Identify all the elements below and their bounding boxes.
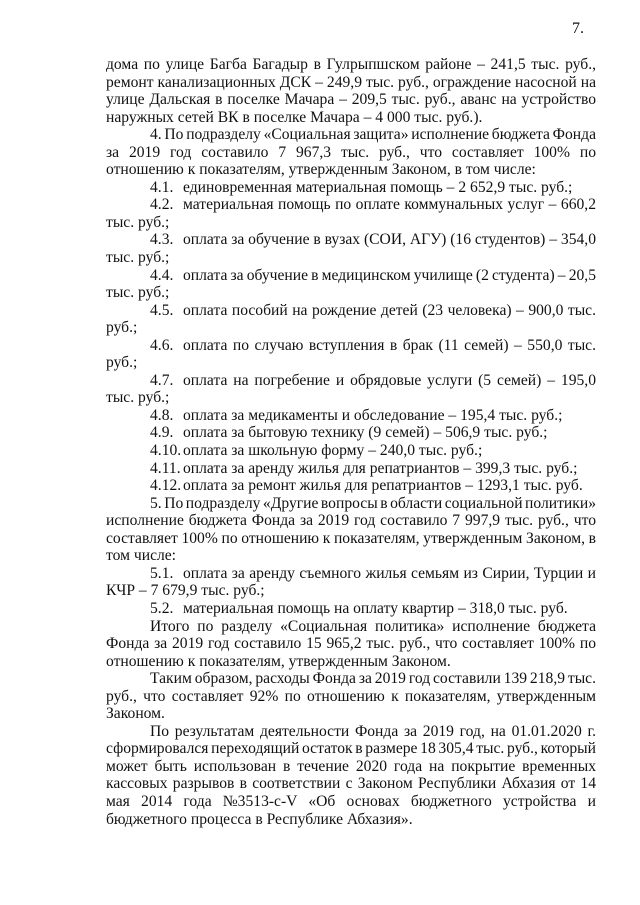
text-line (106, 775, 596, 793)
text-line (106, 302, 596, 320)
item-number: 4.9. (150, 424, 174, 442)
text-line (106, 214, 596, 232)
text-line (106, 126, 596, 144)
line-text: оплата за ремонт жилья для репатриантов – 1293,1 тыс. руб. (183, 477, 583, 495)
line-text: кассовых разрывов в соответствии с Законом Республики Абхазия от 14 (106, 775, 596, 793)
line-text: дома по улице Багба Багадыр в Гулрыпшском районе – 241,5 тыс. руб., (106, 56, 596, 73)
item-number: 4.3. (150, 231, 174, 249)
paragraph (106, 670, 596, 723)
text-line (106, 811, 596, 829)
list-item (106, 302, 596, 337)
text-line (106, 547, 596, 565)
text-line (106, 495, 596, 513)
item-number: 4.11. (150, 459, 181, 477)
line-text: может быть использован в течение 2020 года на покрытие временных (106, 757, 596, 775)
item-number: 4.4. (150, 266, 174, 284)
list-item (106, 267, 596, 302)
line-text: оплата за медикаменты и обследование – 195,4 тыс. руб.; (183, 406, 563, 424)
list-item (106, 231, 596, 266)
line-text: тыс. руб.; (106, 284, 170, 302)
line-text: оплата за обучение в медицинском училище (2 студента) – 20,5 (183, 266, 596, 284)
text-line (106, 740, 596, 758)
list-item (106, 196, 596, 231)
line-text: руб., что составляет 92% по отношению к показателям, утвержденным (106, 687, 596, 705)
line-text: единовременная материальная помощь – 2 652,9 тыс. руб.; (183, 178, 573, 196)
text-line (106, 688, 596, 706)
text-line (106, 600, 596, 618)
text-line (106, 389, 596, 407)
text-line (106, 161, 596, 179)
text-line (106, 635, 596, 653)
list-item (106, 372, 596, 407)
line-text: оплата за бытовую технику (9 семей) – 506,9 тыс. руб.; (183, 424, 548, 442)
text-line (106, 793, 596, 811)
line-text: тыс. руб.; (106, 389, 170, 407)
line-text: материальная помощь на оплату квартир – 318,0 тыс. руб. (183, 599, 568, 617)
item-number: 4.2. (150, 196, 174, 214)
line-text: Таким образом, расходы Фонда за 2019 год составили 139 218,9 тыс. (150, 670, 596, 688)
item-number: 5.1. (150, 564, 174, 582)
text-line (106, 231, 596, 249)
text-line (106, 530, 596, 548)
text-line (106, 179, 596, 197)
line-text: оплата за аренду съемного жилья семьям из Сирии, Турции и (183, 564, 596, 582)
line-text: материальная помощь по оплате коммунальных услуг – 660,2 (183, 196, 596, 214)
line-text: оплата за обучение в вузах (СОИ, АГУ) (16 студентов) – 354,0 (183, 231, 596, 249)
list-item (106, 179, 596, 197)
line-text: Законом. (106, 705, 165, 723)
page-number: 7. (572, 20, 584, 37)
text-line (106, 565, 596, 583)
line-text: руб.; (106, 354, 138, 372)
paragraph (106, 56, 596, 126)
line-text: оплата за аренду жилья для репатриантов – 399,3 тыс. руб.; (183, 459, 578, 477)
line-text: бюджетного процесса в Республике Абхазия». (106, 810, 413, 828)
text-line (106, 512, 596, 530)
list-item (106, 460, 596, 478)
item-number: 4.8. (150, 406, 174, 424)
text-line (106, 582, 596, 600)
line-text: мая 2014 года №3513-с-V «Об основах бюджетного устройства и (106, 792, 596, 810)
text-line (106, 284, 596, 302)
line-text: 4. По подразделу «Социальная защита» исполнение бюджета Фонда (150, 126, 596, 144)
text-line (106, 372, 596, 390)
line-text: тыс. руб.; (106, 249, 170, 267)
line-text: ремонт канализационных ДСК – 249,9 тыс. руб., ограждение насосной на (106, 73, 596, 91)
text-line (106, 109, 596, 127)
item-number: 4.5. (150, 301, 174, 319)
text-line (106, 196, 596, 214)
text-line (106, 723, 596, 741)
line-text: наружных сетей ВК в поселке Мачара – 4 000 тыс. руб.). (106, 108, 483, 126)
text-line (106, 705, 596, 723)
list-item (106, 424, 596, 442)
line-text: том числе: (106, 547, 177, 565)
paragraph (106, 618, 596, 671)
line-text: исполнение бюджета Фонда за 2019 год составило 7 997,9 тыс. руб., что (106, 512, 596, 530)
text-line (106, 460, 596, 478)
line-text: руб.; (106, 319, 138, 337)
text-line (106, 424, 596, 442)
paragraph (106, 495, 596, 565)
line-text: оплата пособий на рождение детей (23 человека) – 900,0 тыс. (183, 301, 596, 319)
item-number: 4.6. (150, 336, 174, 354)
line-text: улице Дальская в поселке Мачара – 209,5 тыс. руб., аванс на устройство (106, 91, 596, 109)
line-text: Итого по разделу «Социальная политика» исполнение бюджета (150, 617, 596, 635)
text-line (106, 56, 596, 74)
item-number: 4.7. (150, 371, 174, 389)
text-line (106, 442, 596, 460)
list-item (106, 337, 596, 372)
list-item (106, 477, 596, 495)
text-line (106, 670, 596, 688)
item-number: 5.2. (150, 599, 174, 617)
text-line (106, 758, 596, 776)
document-body (106, 56, 596, 828)
line-text: Фонда за 2019 год составило 15 965,2 тыс. руб., что составляет 100% по (106, 635, 596, 653)
paragraph (106, 126, 596, 179)
text-line (106, 653, 596, 671)
text-line (106, 477, 596, 495)
list-item (106, 565, 596, 600)
text-line (106, 91, 596, 109)
text-line (106, 144, 596, 162)
text-line (106, 337, 596, 355)
paragraph (106, 723, 596, 828)
text-line (106, 267, 596, 285)
line-text: 5. По подразделу «Другие вопросы в области социальной политики» (150, 494, 596, 512)
line-text: По результатам деятельности Фонда за 2019 год, на 01.01.2020 г. (150, 722, 596, 740)
text-line (106, 618, 596, 636)
text-line (106, 354, 596, 372)
line-text: за 2019 год составило 7 967,3 тыс. руб., что составляет 100% по (106, 143, 596, 161)
line-text: оплата за школьную форму – 240,0 тыс. руб.; (183, 442, 483, 460)
text-line (106, 249, 596, 267)
line-text: сформировался переходящий остаток в размере 18 305,4 тыс. руб., который (106, 740, 596, 758)
line-text: КЧР – 7 679,9 тыс. руб.; (106, 582, 265, 600)
item-number: 4.10. (150, 442, 182, 460)
line-text: отношению к показателям, утвержденным Законом. (106, 652, 451, 670)
line-text: оплата по случаю вступления в брак (11 семей) – 550,0 тыс. (183, 336, 596, 354)
text-line (106, 74, 596, 92)
list-item (106, 600, 596, 618)
item-number: 4.1. (150, 178, 174, 196)
list-item (106, 442, 596, 460)
line-text: составляет 100% по отношению к показателям, утвержденным Законом, в (106, 529, 596, 547)
item-number: 4.12. (150, 477, 182, 495)
text-line (106, 407, 596, 425)
list-item (106, 407, 596, 425)
line-text: оплата на погребение и обрядовые услуги (5 семей) – 195,0 (183, 371, 596, 389)
text-line (106, 319, 596, 337)
line-text: отношению к показателям, утвержденным Законом, в том числе: (106, 161, 536, 179)
line-text: тыс. руб.; (106, 213, 170, 231)
